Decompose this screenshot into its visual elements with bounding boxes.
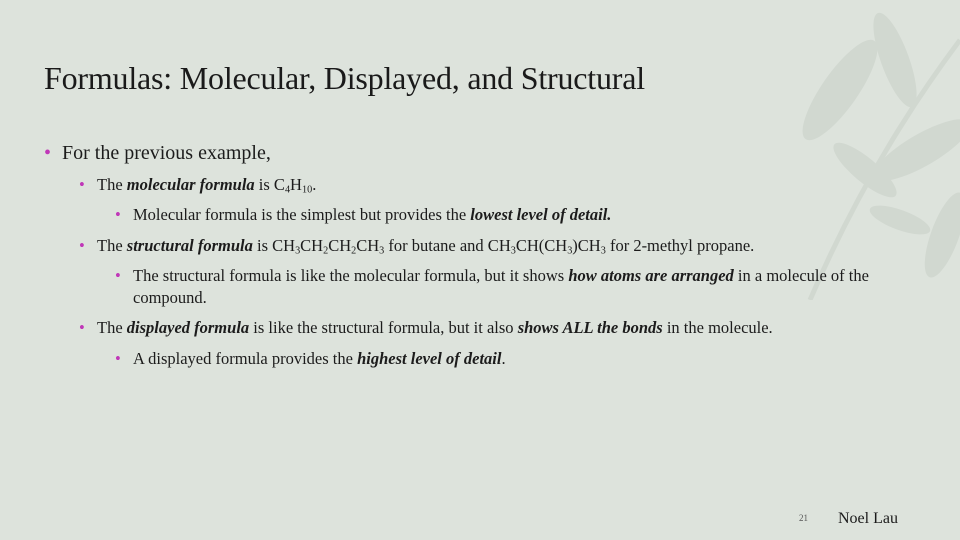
text: The: [97, 175, 127, 194]
bullet-list: [44, 140, 924, 378]
text: for 2-methyl propane.: [605, 235, 755, 255]
text: Molecular formula is the simplest but provides the: [133, 205, 471, 225]
bullet-dot-icon: •: [115, 205, 121, 225]
text: The: [97, 318, 127, 338]
text: .: [312, 175, 317, 194]
text: is C: [254, 175, 285, 194]
bullet-dot-icon: •: [44, 142, 52, 164]
text: H: [290, 175, 302, 194]
emphasis-structural-formula: structural formula: [126, 235, 253, 255]
emphasis-atoms-arranged: how atoms are arranged: [568, 266, 734, 286]
author-name: Noel Lau: [838, 510, 898, 527]
bullet-dot-icon: •: [79, 175, 85, 194]
emphasis-lowest-detail: lowest level of detail.: [470, 205, 612, 225]
bullet-dot-icon: •: [115, 348, 121, 368]
text: The: [97, 235, 127, 255]
text: The structural formula is like the molecular formula, but it shows: [133, 266, 569, 286]
subscript: 3: [567, 245, 573, 257]
emphasis-all-bonds: shows ALL the bonds: [517, 318, 663, 338]
subscript: 3: [379, 245, 385, 257]
subscript: 3: [600, 245, 606, 257]
text: in the molecule.: [662, 318, 773, 338]
subscript: 3: [510, 245, 516, 257]
bullet-level1: [44, 140, 924, 166]
bullet-molecular-formula: [79, 174, 924, 195]
bullet-dot-icon: •: [115, 266, 121, 286]
text: .: [501, 348, 506, 368]
bullet-displayed-detail: [115, 348, 893, 369]
text: CH: [328, 235, 352, 255]
bullet-molecular-detail: [115, 204, 893, 225]
slide-title: Formulas: Molecular, Displayed, and Structural: [44, 60, 645, 96]
text: A displayed formula provides the: [133, 348, 358, 368]
bullet-displayed-formula: [79, 317, 924, 338]
bullet-dot-icon: •: [79, 235, 85, 255]
subscript: 4: [284, 184, 291, 196]
subscript: 2: [323, 245, 329, 257]
subscript: 10: [301, 184, 313, 196]
emphasis-molecular-formula: molecular formula: [126, 175, 255, 194]
bullet-dot-icon: •: [79, 318, 85, 338]
text: )CH: [572, 235, 601, 255]
emphasis-highest-detail: highest level of detail: [357, 348, 502, 368]
subscript: 3: [295, 245, 301, 257]
subscript: 2: [351, 245, 357, 257]
text: CH: [356, 235, 380, 255]
bullet-structural-detail: [115, 265, 893, 308]
emphasis-displayed-formula: displayed formula: [126, 318, 250, 338]
text: is CH: [252, 235, 296, 255]
bullet-structural-formula: [79, 235, 924, 256]
text: CH(CH: [515, 235, 568, 255]
text: CH: [300, 235, 324, 255]
text: for butane and CH: [384, 235, 511, 255]
bullet-text: For the previous example,: [62, 142, 271, 164]
text: in a molecule of the compound.: [133, 266, 869, 307]
page-number: 21: [799, 513, 808, 523]
text: is like the structural formula, but it also: [249, 318, 518, 338]
